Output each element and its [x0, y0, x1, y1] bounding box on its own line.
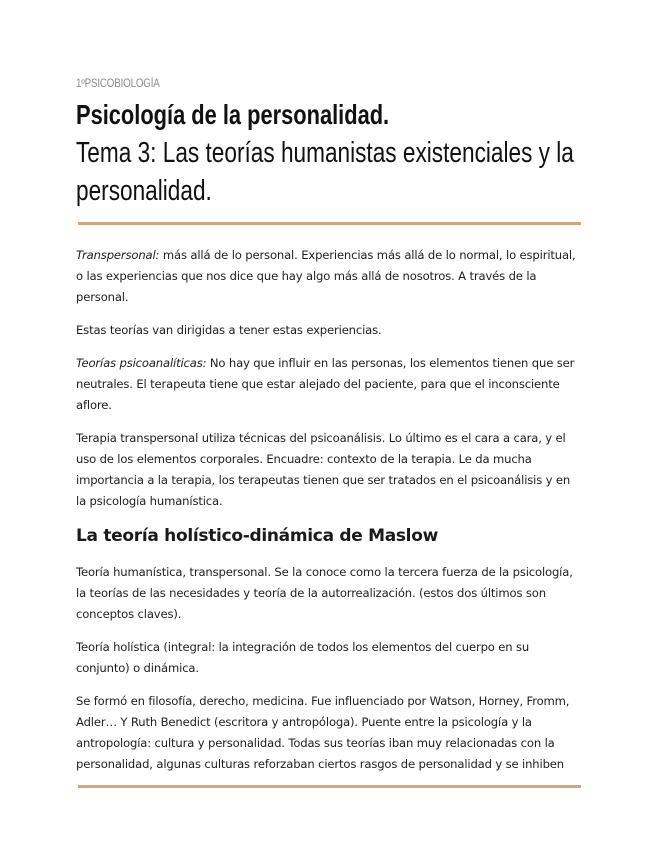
top-divider: [78, 222, 581, 225]
paragraph-psychoanalytic: [76, 353, 580, 416]
document-title: Psicología de la personalidad.: [76, 99, 390, 130]
paragraph-text: más allá de lo personal. Experiencias más allá de lo normal, lo espiritual, o las experiencias que nos dice que hay algo más allá de nosotros. A través de la personal.: [76, 248, 576, 304]
paragraph-text: No hay que influir en las personas, los elementos tienen que ser neutrales. El terapeuta tiene que estar alejado del paciente, para que el inconsciente aflore.: [76, 356, 575, 412]
paragraph-humanistic-theory: Teoría humanística, transpersonal. Se la conoce como la tercera fuerza de la psicología, la teorías de las necesidades y teoría de la autorrealización. (estos dos últimos son conceptos claves).: [76, 565, 573, 621]
document-body: [76, 245, 580, 787]
paragraph-transpersonal: [76, 245, 580, 308]
course-label: 1ºPSICOBIOLOGÍA: [76, 78, 160, 90]
section-heading-maslow: La teoría holístico-dinámica de Maslow: [76, 526, 438, 546]
document-subtitle: Tema 3: Las teorías humanistas existenciales y la personalidad.: [76, 137, 574, 207]
paragraph-experiences: Estas teorías van dirigidas a tener estas experiencias.: [76, 323, 382, 337]
term-transpersonal: Transpersonal:: [76, 248, 160, 262]
paragraph-holistic-theory: Teoría holística (integral: la integración de todos los elementos del cuerpo en su conjunto) o dinámica.: [76, 640, 530, 675]
paragraph-transpersonal-therapy: Terapia transpersonal utiliza técnicas del psicoanálisis. Lo último es el cara a cara, y el uso de los elementos corporales. Encuadre: contexto de la terapia. Le da mucha importancia a la terapia, los terapeutas tienen que ser tratados en el psicoanálisis y en la psicología humanística.: [76, 431, 571, 508]
bottom-divider: [78, 785, 581, 788]
term-psychoanalytic: Teorías psicoanalíticas:: [76, 356, 207, 370]
paragraph-background: Se formó en filosofía, derecho, medicina. Fue influenciado por Watson, Horney, Fromm, Adler… Y Ruth Benedict (escritora y antropóloga). Puente entre la psicología y la antropología: cultura y personalidad. Todas sus teorías iban muy relacionadas con la personalidad, algunas culturas reforzaban ciertos rasgos de personalidad y se inhiben: [76, 694, 570, 771]
